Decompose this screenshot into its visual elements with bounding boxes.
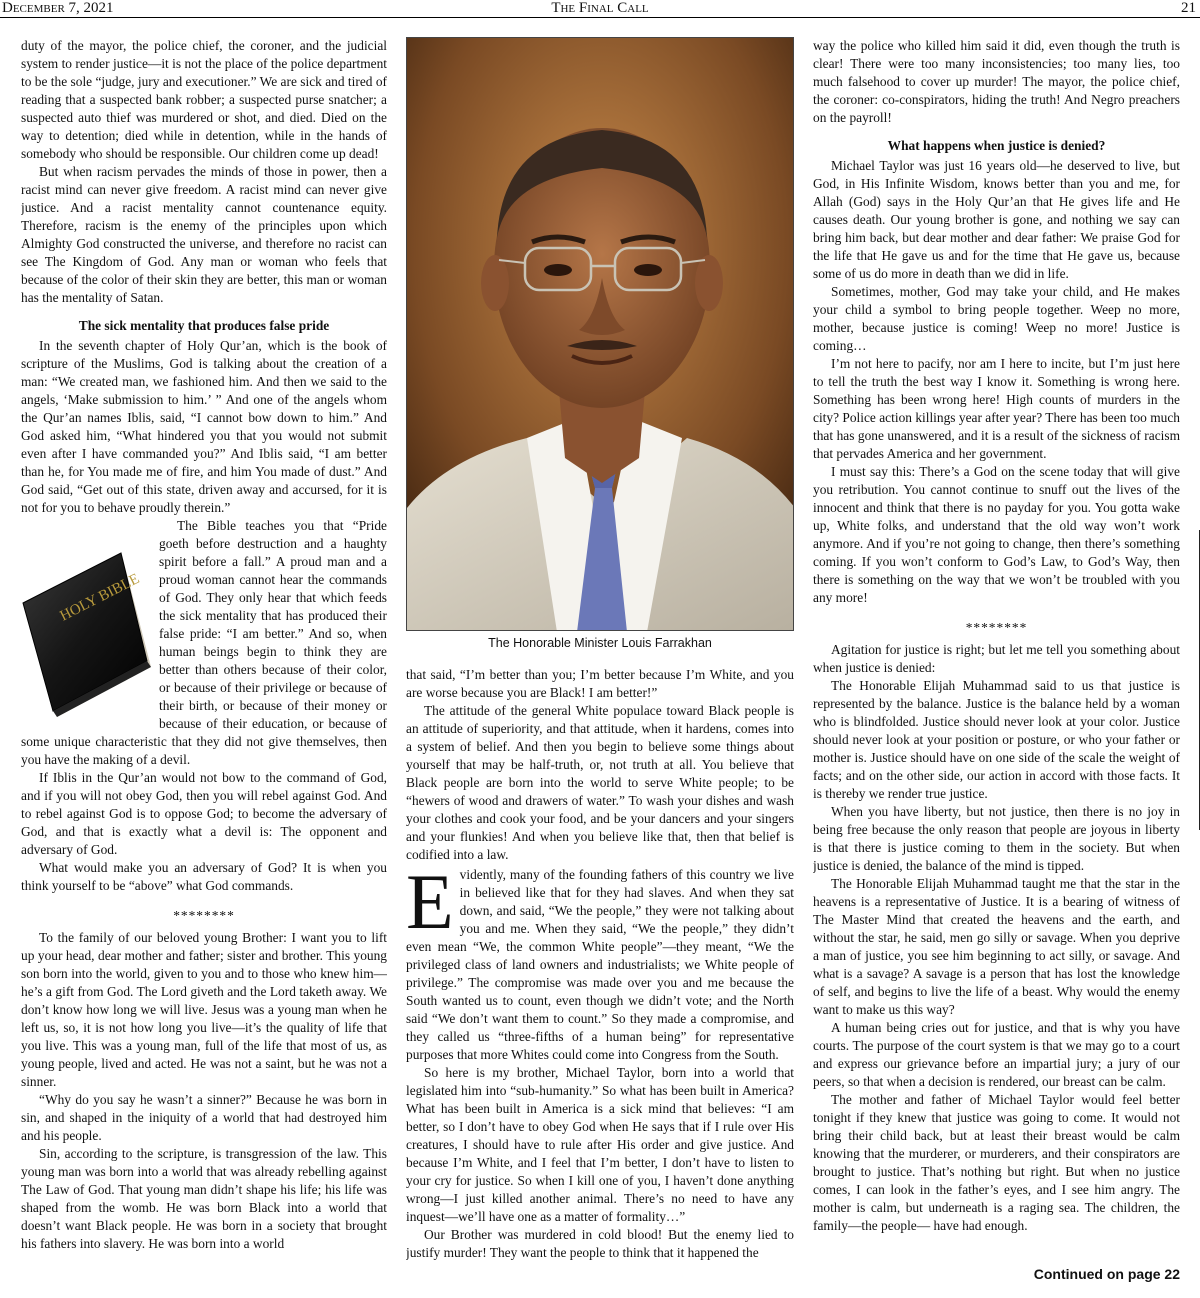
- paragraph-text: vidently, many of the founding fathers of this country we live in believed like that for they had slaves. And when they sat down, and said, “We the people,” they were not talking about you and me. When they said, “We the people,” they didn’t even mean “We, the common White people”—they meant, “We the privileged class of land owners and industrialists; we White people of privilege.” The compromise was made over you and me because the South wanted us to count, even though we didn’t vote; and the North said “We don’t want them to count.” So they made a compromise, and they called us “three-fifths of a human being” for representative purposes that more Whites could come into Congress from the South.: [406, 867, 794, 1062]
- paragraph: way the police who killed him said it did, even though the truth is clear! There were too many inconsistencies; too many lies, too much falsehood to cover up murder! The mayor, the police chief, the coroner: co-conspirators, hiding the truth! And Negro preachers on the payroll!: [813, 38, 1180, 125]
- paragraph: “Why do you say he wasn’t a sinner?” Because he was born in sin, and shaped in the iniquity of a world that had destroyed him and his people.: [21, 1092, 387, 1143]
- paragraph: In the seventh chapter of Holy Qur’an, which is the book of scripture of the Muslims, God is talking about the creation of a man: “We created man, we fashioned him. And then we said to the angels, ‘Make submission to him.’ ” And one of the angels whom the Qur’an names Iblis, said, “I cannot bow down to him.” And God asked him, “What hindered you that you would not submit even after I have commanded you?” And Iblis said, “I am better than he, for You made me of fire, and him You made of dust.” And God said, “Get out of this state, driven away and accursed, for it is not for you to behave proudly therein.”: [21, 338, 387, 515]
- drop-cap-letter: E: [406, 858, 454, 945]
- paragraph: The Honorable Elijah Muhammad taught me that the star in the heavens is a representative of Justice. It is a bearing of witness of The Master Mind that created the heavens and the earth, and without the star, he said, men go silly or savage. When you deprive a man of justice, you see him beginning to act silly, or savage. And what is a savage? A savage is a person that has lost the knowledge of self, and begins to live the life of a beast. Why would the enemy want to make us this way?: [813, 876, 1180, 1017]
- holy-bible-image: [21, 517, 155, 717]
- paragraph: But when racism pervades the minds of those in power, then a racist mind can never give freedom. A racist mind can never give justice. And a racist mentality cannot countenance equity. Therefore, racism is the enemy of the principles upon which Almighty God constructed the universe, and therefore no racist can see The Kingdom of God. Any man or woman who feels that because of the color of their skin they are better, this man or woman has the mentality of Satan.: [21, 164, 387, 305]
- paragraph: Sometimes, mother, God may take your child, and He makes your child a symbol to bring people together. Weep no more, mother, because justice is coming! Weep no more! Justice is coming…: [813, 284, 1180, 353]
- subheading: What happens when justice is denied?: [887, 138, 1106, 153]
- paragraph: The Bible teaches you that “Pride goeth before destruction and a haughty spirit before a fall.” A proud man and a proud woman cannot hear the commands of God. They only hear that which feeds the sick mentality that has produced their false pride: “I am better.” And so, when human beings begin to think they are better than others because of their color, or because of their privilege or because of their birth, or because of their money or because of their education, or because of some unique characteristic that they did not give themselves, then you have the making of a devil.: [21, 518, 387, 767]
- paragraph: Our Brother was murdered in cold blood! But the enemy lied to justify murder! They want the people to think that it happened the: [406, 1227, 794, 1260]
- paragraph: I’m not here to pacify, nor am I here to incite, but I’m just here to tell the truth the best way I know it. Something is wrong here. Something has been wrong here! High counts of murders in the city? Police action killings year after year? There has been too much that has gone unanswered, and it is a result of the sickness of racism that pervades America and her government.: [813, 356, 1180, 461]
- photo-caption: The Honorable Minister Louis Farrakhan: [488, 636, 712, 650]
- section-separator: ********: [173, 908, 235, 923]
- paragraph: The Honorable Elijah Muhammad said to us that justice is represented by the balance. Justice is the balance held by a woman who is blindfolded. Justice should never look at your color. Justice should never look at your position or posture, or who your father or mother is. Justice should have on one side of the scale the weight of facts; and on the other side, our action in accord with those facts. It is thereby we render true justice.: [813, 678, 1180, 801]
- paragraph: To the family of our beloved young Brother: I want you to lift up your head, dear mother and father; sister and brother. This young son born into the world, given to you and to those who knew him—he’s a gift from God. The Lord giveth and the Lord taketh away. We don’t know how long we will live. Jesus was a young man when he left us, so, it is not how long you live—it’s the quality of life that you live. This was a young man, full of the life that most of us, as young people, lived and acted. He was not a saint, but he was not a sinner.: [21, 930, 387, 1089]
- article-column-2: [406, 666, 794, 1286]
- paragraph: A human being cries out for justice, and that is why you have courts. The purpose of the court system is that we may go to a court and express our grievance before an impartial jury; a jury of our peers, so that when a decision is rendered, our breast can be calm.: [813, 1020, 1180, 1089]
- issue-date: December 7, 2021: [2, 0, 114, 16]
- paragraph: that said, “I’m better than you; I’m better because I’m White, and you are worse because you are Black! I am better!”: [406, 667, 794, 700]
- subheading: The sick mentality that produces false pride: [78, 318, 330, 333]
- bible-book-icon: [21, 517, 155, 717]
- article-column-3: [813, 37, 1180, 1265]
- dropcap-paragraph: [406, 858, 794, 1064]
- paragraph: The mother and father of Michael Taylor would feel better tonight if they knew that justice was going to come. It would not bring their child back, but at least their breast would be calm knowing that the murderer, or murderers, and their conspirators are brought to justice. That’s nothing but right. But when no justice comes, I can look in the father’s eyes, and I see him angry. The mother is calm, but underneath is a raging sea. The children, the family—the people— have had enough.: [813, 1092, 1180, 1233]
- paragraph: Michael Taylor was just 16 years old—he deserved to live, but God, in His Infinite Wisdom, knows better than you and me, for Allah (God) says in the Holy Qur’an that He gives life and He causes death. Our young brother is gone, and nothing we say can bring him back, but dear mother and dear father: We praise God for the life that He gave us and for the time that He gave us, because some of us do more in death than we did in life.: [813, 158, 1180, 281]
- publication-name: The Final Call: [551, 0, 649, 16]
- paragraph: When you have liberty, but not justice, then there is no joy in being free because the only reason that people are joyous in liberty is that there is justice coming to them in the society. But when justice is denied, the balance of the mind is tipped.: [813, 804, 1180, 873]
- bible-cover-label: HOLY BIBLE: [57, 570, 143, 625]
- portrait-illustration: [407, 38, 794, 631]
- paragraph: Agitation for justice is right; but let me tell you something about when justice is denied:: [813, 642, 1180, 675]
- paragraph: If Iblis in the Qur’an would not bow to the command of God, and if you will not obey God, then you will rebel against God. And to rebel against God is to oppose God; to become the adversary of God, and that is exactly what a devil is: The opponent and adversary of God.: [21, 770, 387, 857]
- continued-notice: Continued on page 22: [1033, 1266, 1180, 1282]
- paragraph: I must say this: There’s a God on the scene today that will give you retribution. You cannot continue to snuff out the lives of the innocent and think that there is no payday for you. You gotta wake up, White folks, and understand that the old way won’t work anymore. And if you’re not going to change, then there’s something coming. If you won’t conform to God’s Law, to God’s Way, then there is something on the way that we won’t be troubled with you any more!: [813, 464, 1180, 605]
- paragraph: The attitude of the general White populace toward Black people is an attitude of superiority, and that attitude, when it hardens, comes into a system of belief. And then you begin to believe some things about yourself that may be half-truth, or, not truth at all. You believe that Black people are born into the world to serve White people; to be “hewers of wood and drawers of water.” To wash your dishes and wash your clothes and cook your food, and be your dancers and your singers and your flunkies! And when you believe like that, then that belief is codified into a law.: [406, 703, 794, 862]
- paragraph: So here is my brother, Michael Taylor, born into a world that legislated him into “sub-humanity.” So what has been built in America? What has been built in America is a sick mind that believes: “I am better, so I don’t have to obey God when He says that if I rule over His creatures, I should have to rule after His order and give justice. And because I’m White, and I feel that I’m better, I don’t have to listen to your cry for justice. So when I kill one of you, I haven’t done anything wrong—I just killed another animal. There’s no need to have any inquest—we’ll have one as a matter of formality…”: [406, 1065, 794, 1224]
- paragraph: What would make you an adversary of God? It is when you think yourself to be “above” what God commands.: [21, 860, 387, 893]
- portrait-photo: [406, 37, 794, 631]
- paragraph: Sin, according to the scripture, is transgression of the law. This young man was born into a world that was already rebelling against The Law of God. That young man didn’t shape his life; his life was shaped from the womb. He was born Black into a world that doesn’t want Black people. He was born in a society that brought his fathers into slavery. He was born into a world: [21, 1146, 387, 1251]
- page-header: [0, 0, 1200, 18]
- paragraph: duty of the mayor, the police chief, the coroner, and the judicial system to render justice—it is not the place of the police department to be the sole “judge, jury and executioner.” We are sick and tired of reading that a suspected bank robber; a suspected purse snatcher; a suspected auto thief was murdered or shot, and died. Died on the way to detention; died while in detention, while in the hands of somebody who should be responsible. Our children come up dead!: [21, 38, 387, 161]
- page-number: 21: [1181, 0, 1196, 16]
- article-column-1: [21, 37, 387, 1287]
- section-separator: ********: [965, 620, 1028, 635]
